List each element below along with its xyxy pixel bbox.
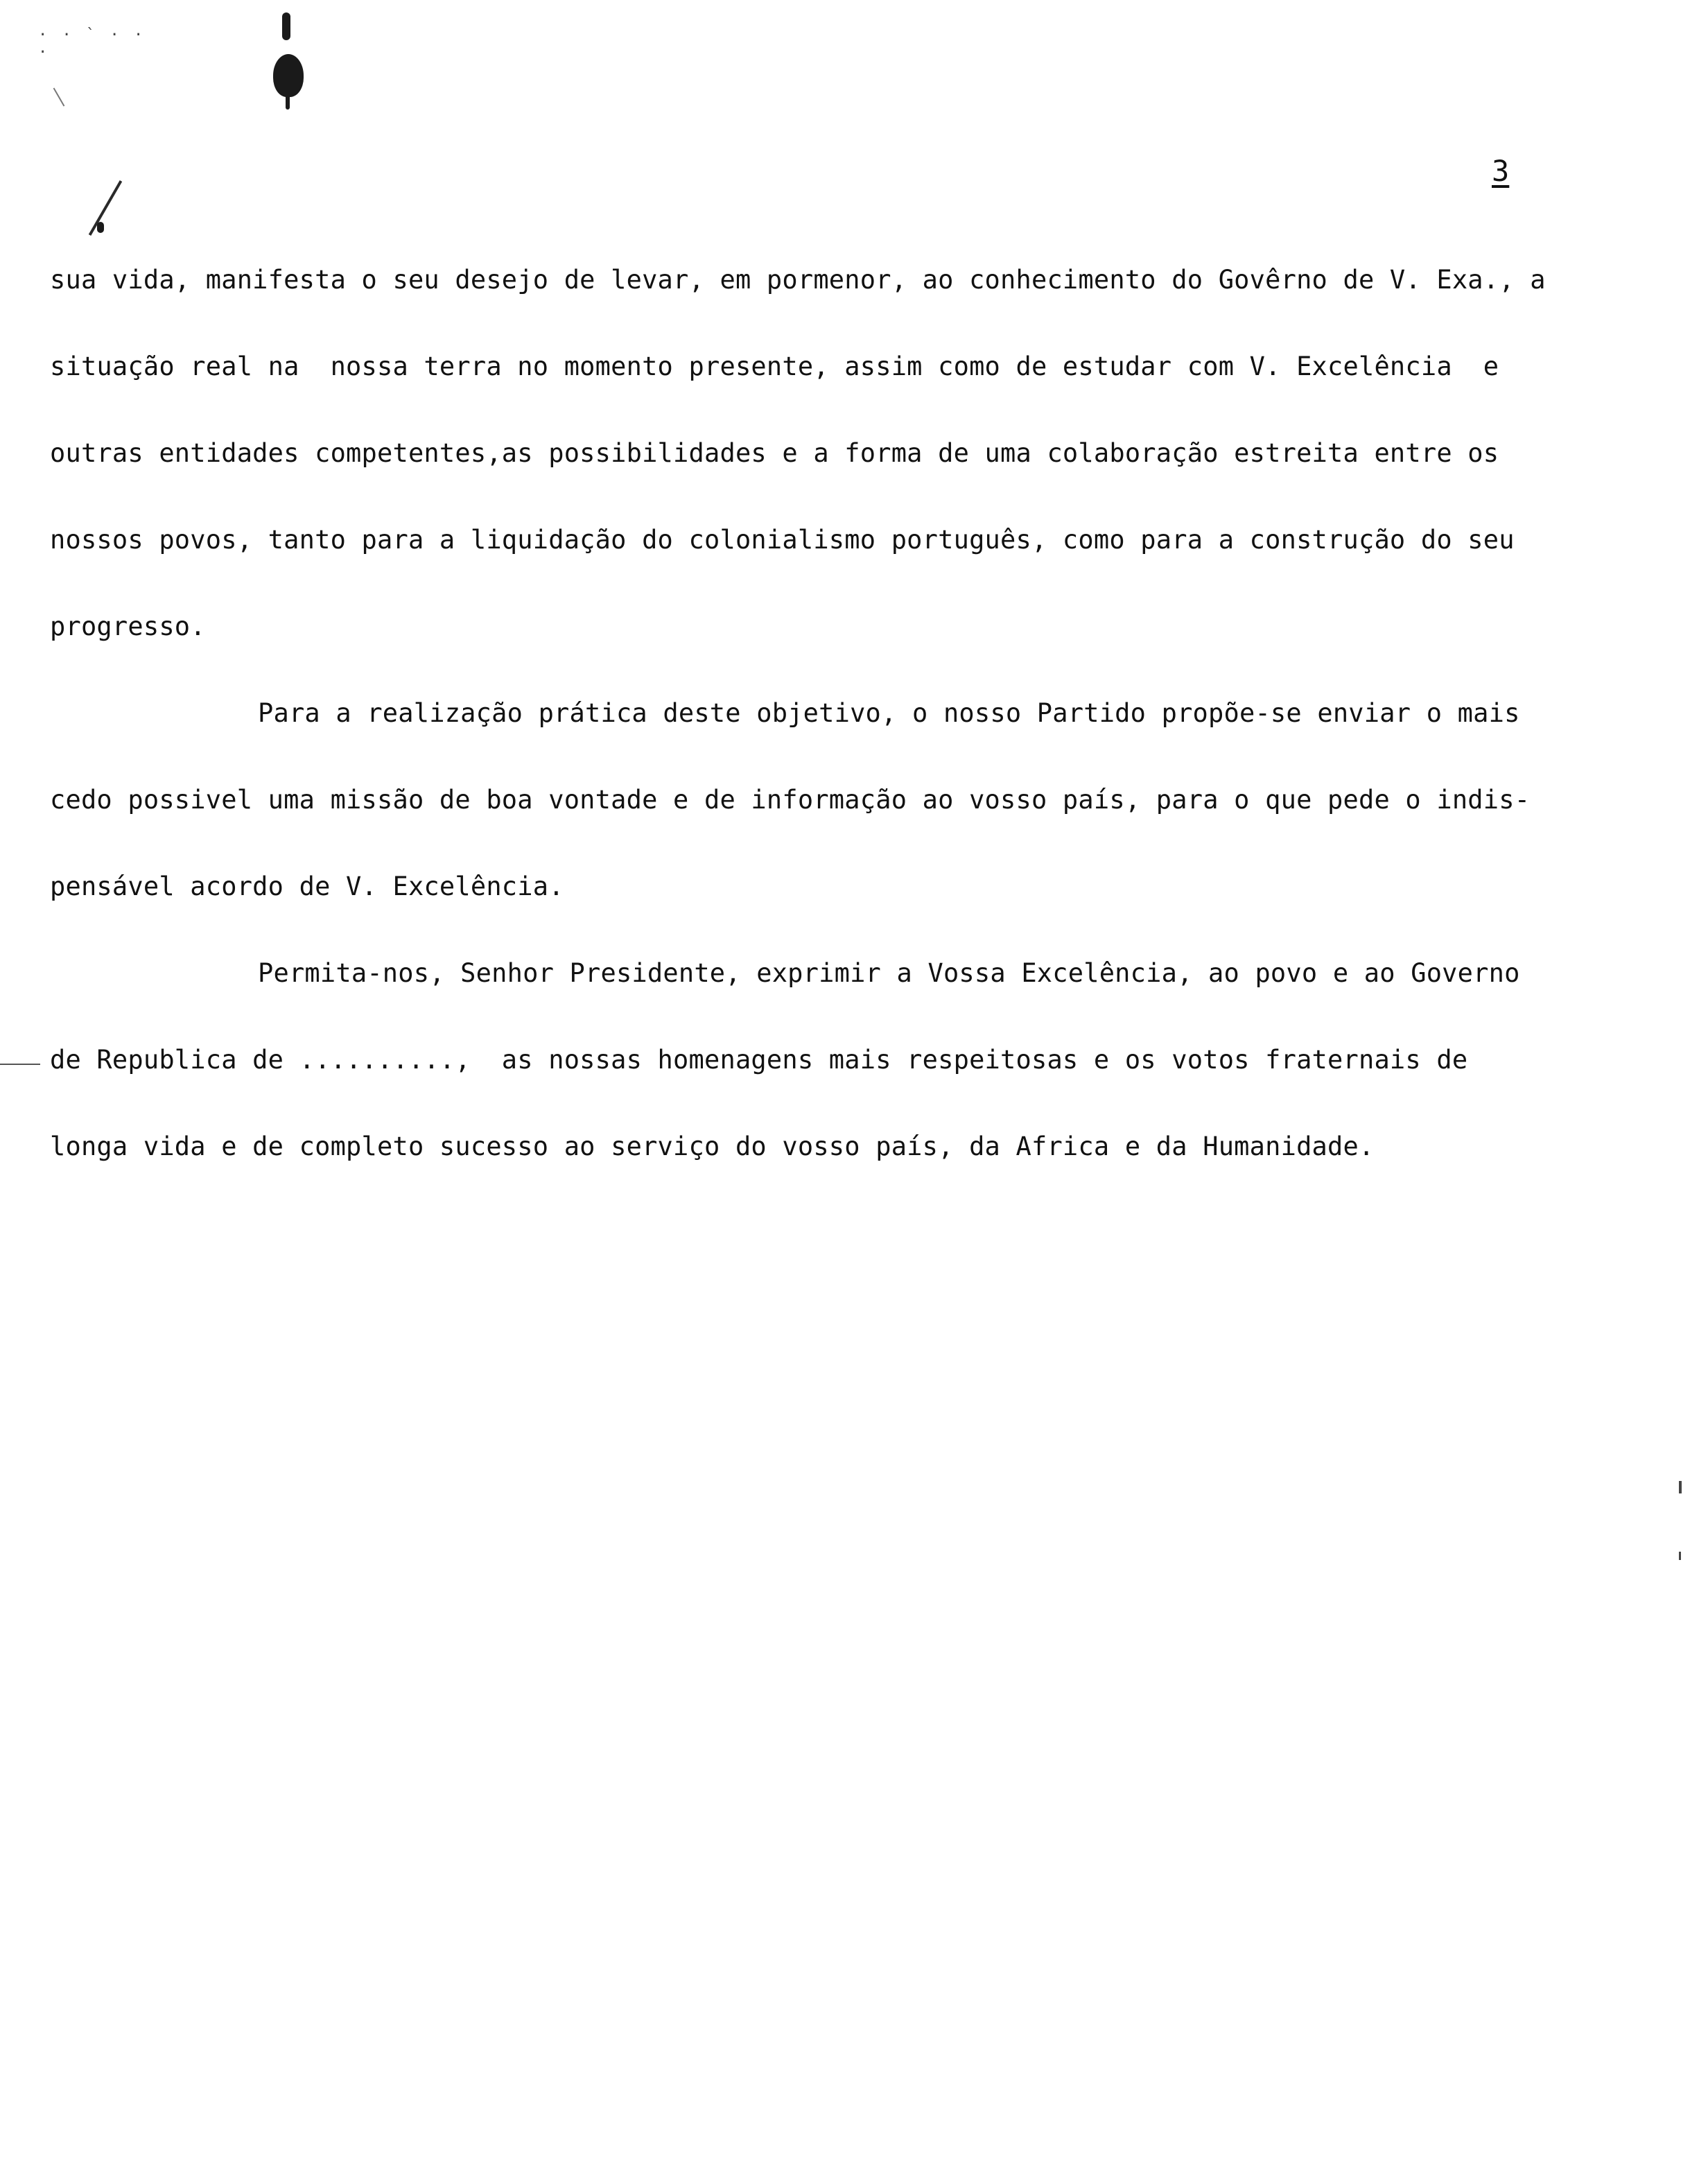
margin-edge-mark xyxy=(0,1064,40,1065)
pencil-tick-mark xyxy=(53,88,65,107)
speckle-marks: · · ` · · · xyxy=(38,26,146,61)
text-line: longa vida e de completo sucesso ao serviço do vosso país, da Africa e da Humanidade. xyxy=(50,1132,1375,1161)
right-margin-mark xyxy=(1679,1481,1682,1493)
text-line: outras entidades competentes,as possibilidades e a forma de uma colaboração estreita entre os xyxy=(50,438,1499,468)
ink-stain-tail xyxy=(286,94,290,110)
text-line: cedo possivel uma missão de boa vontade e de informação ao vosso país, para o que pede o indis- xyxy=(50,785,1531,815)
right-margin-mark xyxy=(1679,1552,1681,1560)
text-line: sua vida, manifesta o seu desejo de levar, em pormenor, ao conhecimento do Govêrno de V. Exa., a xyxy=(50,265,1546,295)
text-line: nossos povos, tanto para a liquidação do colonialismo português, como para a construção do seu xyxy=(50,525,1515,555)
text-line: situação real na nossa terra no momento presente, assim como de estudar com V. Excelência e xyxy=(50,352,1499,381)
paragraph-start-line: Para a realização prática deste objetivo, o nosso Partido propõe-se enviar o mais xyxy=(258,698,1520,728)
text-line: pensável acordo de V. Excelência. xyxy=(50,872,564,901)
page-number: 3 xyxy=(1492,154,1510,188)
text-line: progresso. xyxy=(50,612,206,641)
ink-scratch-mark xyxy=(89,180,122,236)
text-line: de Republica de .........., as nossas homenagens mais respeitosas e os votos fraternais de xyxy=(50,1045,1468,1075)
ink-dot-mark xyxy=(97,222,104,233)
ink-stain-stem xyxy=(282,12,290,40)
ink-stain-blob xyxy=(273,54,304,97)
paragraph-start-line: Permita-nos, Senhor Presidente, exprimir a Vossa Excelência, ao povo e ao Governo xyxy=(258,958,1520,988)
